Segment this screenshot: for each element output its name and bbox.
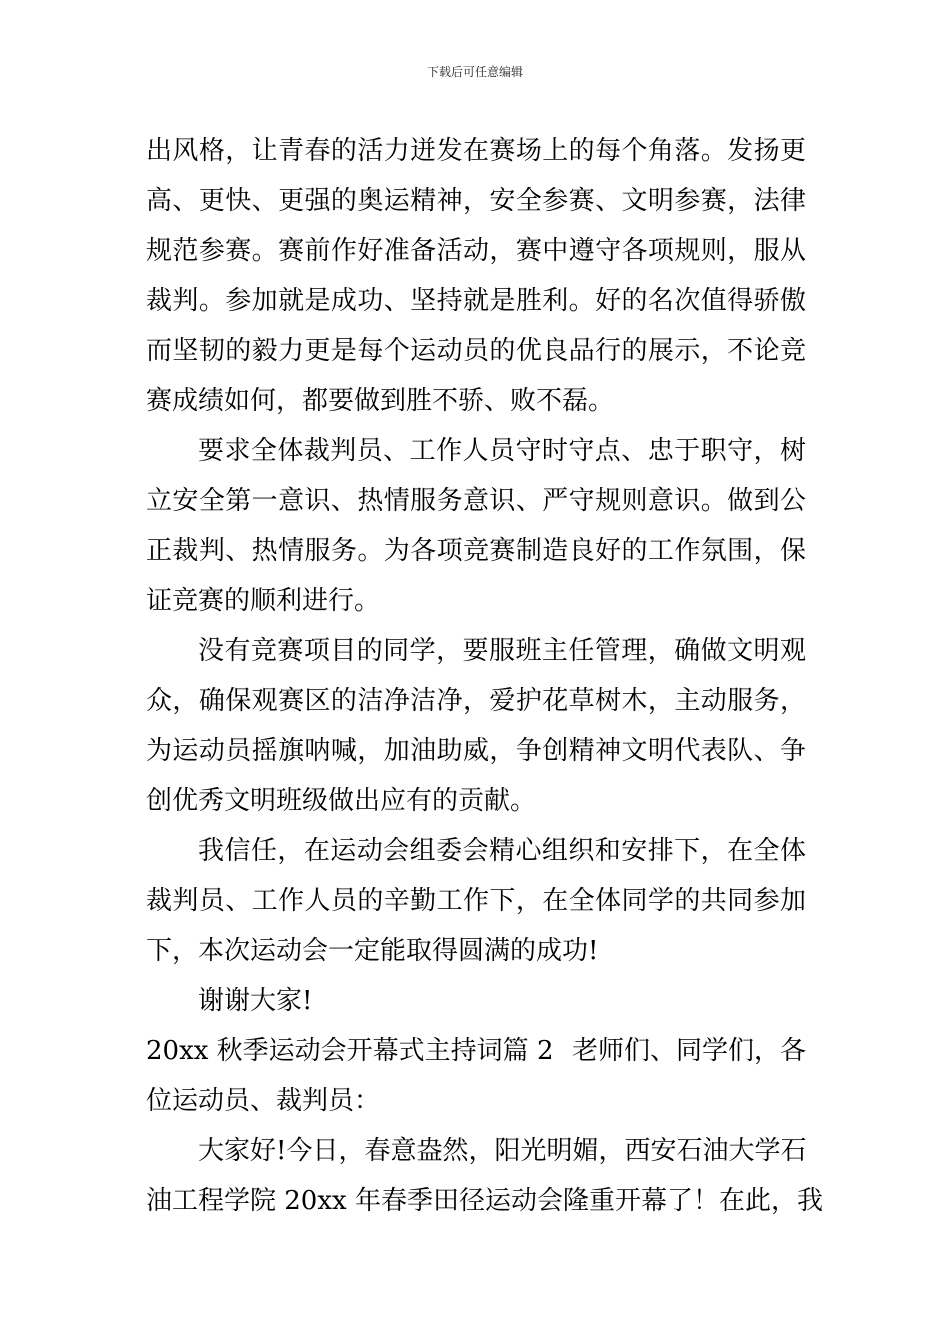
text-line: 证竞赛的顺利进行。 bbox=[146, 586, 381, 616]
paragraph-2 bbox=[146, 426, 806, 626]
text-line: 出风格，让青春的活力迸发在赛场上的每个角落。发扬更 bbox=[146, 136, 806, 166]
paragraph-1 bbox=[146, 126, 806, 426]
text-line: 下，本次运动会一定能取得圆满的成功! bbox=[146, 936, 599, 966]
text-line: 要求全体裁判员、工作人员守时守点、忠于职守，树 bbox=[198, 436, 806, 466]
text-line: 高、更快、更强的奥运精神，安全参赛、文明参赛，法律 bbox=[146, 186, 806, 216]
text-line: 为运动员摇旗呐喊，加油助威，争创精神文明代表队、争 bbox=[146, 736, 806, 766]
text-line: 正裁判、热情服务。为各项竞赛制造良好的工作氛围，保 bbox=[146, 536, 806, 566]
page-header-note: 下载后可任意编辑 bbox=[426, 65, 523, 79]
text-line: 立安全第一意识、热情服务意识、严守规则意识。做到公 bbox=[146, 486, 806, 516]
text-line: 创优秀文明班级做出应有的贡献。 bbox=[146, 786, 537, 816]
text-line: 大家好!今日，春意盎然，阳光明媚，西安石油大学石 bbox=[198, 1136, 807, 1166]
text-line: 而坚韧的毅力更是每个运动员的优良品行的展示，不论竞 bbox=[146, 336, 806, 366]
text-line: 我信任，在运动会组委会精心组织和安排下，在全体 bbox=[198, 836, 806, 866]
text-line: 裁判。参加就是成功、坚持就是胜利。好的名次值得骄傲 bbox=[146, 286, 806, 316]
salutation-start: 老师们、同学们，各 bbox=[571, 1036, 806, 1066]
text-line: 众，确保观赛区的洁净洁净，爱护花草树木，主动服务， bbox=[146, 686, 806, 716]
paragraph-3 bbox=[146, 626, 806, 826]
section-heading-line bbox=[146, 1026, 806, 1076]
text-line: 赛成绩如何，都要做到胜不骄、败不磊。 bbox=[146, 386, 615, 416]
document-body bbox=[146, 126, 823, 1226]
text-line: 规范参赛。赛前作好准备活动，赛中遵守各项规则，服从 bbox=[146, 236, 806, 266]
text-line: 谢谢大家! bbox=[198, 986, 313, 1016]
text-line: 没有竞赛项目的同学，要服班主任管理，确做文明观 bbox=[198, 636, 806, 666]
text-line: 油工程学院 20xx 年春季田径运动会隆重开幕了！在此，我 bbox=[146, 1186, 823, 1216]
paragraph-5 bbox=[146, 976, 806, 1026]
section-2 bbox=[146, 1026, 823, 1226]
section-title: 20xx 秋季运动会开幕式主持词篇 2 bbox=[146, 1036, 554, 1066]
text-line: 裁判员、工作人员的辛勤工作下，在全体同学的共同参加 bbox=[146, 886, 806, 916]
salutation-end: 位运动员、裁判员： bbox=[146, 1086, 381, 1116]
paragraph-4 bbox=[146, 826, 806, 976]
